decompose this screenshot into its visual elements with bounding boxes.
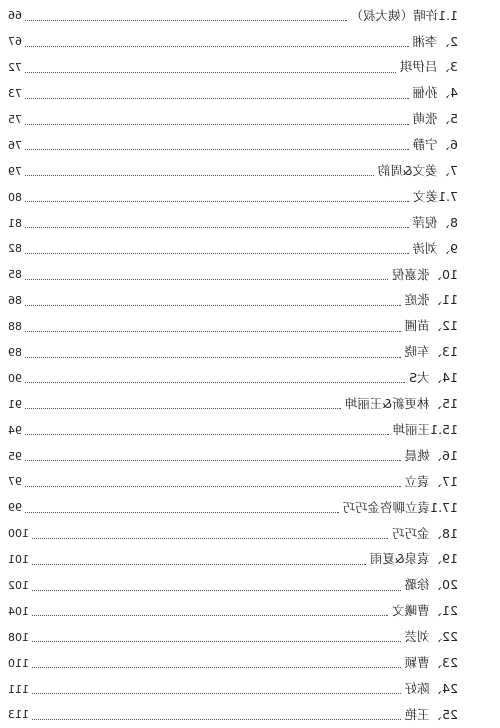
toc-entry[interactable] <box>8 55 458 81</box>
toc-entry[interactable] <box>8 443 458 469</box>
toc-entry-page: 72 <box>8 61 22 75</box>
toc-entry-title: 2、李湘 <box>412 33 458 49</box>
dot-leader <box>32 666 401 668</box>
toc-entry-page: 91 <box>8 397 22 411</box>
toc-entry-title: 13、车晓 <box>404 344 458 360</box>
toc-entry-page: 113 <box>8 708 29 722</box>
toc-entry[interactable] <box>8 236 458 262</box>
toc-entry-page: 104 <box>8 604 29 618</box>
toc-entry-title: 5、张萌 <box>412 111 458 127</box>
toc-entry[interactable] <box>8 702 458 728</box>
dot-leader <box>25 407 341 409</box>
toc-entry-title: 23、曹颖 <box>404 654 458 670</box>
toc-entry-page: 73 <box>8 87 22 101</box>
toc-entry-title: 25、王艳 <box>404 706 458 722</box>
toc-entry-page: 76 <box>8 138 22 152</box>
toc-entry[interactable] <box>8 81 458 107</box>
toc-entry[interactable] <box>8 598 458 624</box>
toc-entry-page: 101 <box>8 553 29 567</box>
dot-leader <box>32 563 366 565</box>
dot-leader <box>32 537 388 539</box>
toc-entry[interactable] <box>8 340 458 366</box>
dot-leader <box>25 511 339 513</box>
toc-entry[interactable] <box>8 495 458 521</box>
toc-entry-title: 3、吕伊琪 <box>400 59 458 75</box>
toc-entry-page: 79 <box>8 164 22 178</box>
dot-leader <box>32 692 401 694</box>
toc-entry-title: 10、张嘉倪 <box>392 266 458 282</box>
dot-leader <box>25 304 401 306</box>
dot-leader <box>25 174 374 176</box>
toc-entry-page: 100 <box>8 527 29 541</box>
toc-entry-title: 22、刘芸 <box>404 629 458 645</box>
toc-entry-title: 14、大S <box>409 370 458 386</box>
toc-entry-title: 16、姚晨 <box>404 447 458 463</box>
toc-entry-title: 11、张庭 <box>404 292 458 308</box>
toc-entry[interactable] <box>8 158 458 184</box>
toc-entry[interactable] <box>8 417 458 443</box>
toc-entry-page: 89 <box>8 346 22 360</box>
dot-leader <box>25 19 347 21</box>
toc-entry-title: 9、刘涛 <box>412 240 458 256</box>
dot-leader <box>25 485 401 487</box>
dot-leader <box>25 433 389 435</box>
toc-entry-page: 88 <box>8 320 22 334</box>
toc-entry-title: 17、袁立 <box>404 473 458 489</box>
toc-entry-page: 80 <box>8 190 22 204</box>
dot-leader <box>25 200 409 202</box>
toc-entry[interactable] <box>8 469 458 495</box>
dot-leader <box>32 640 401 642</box>
toc-entry-title: 1.1许晴（姨大叔） <box>350 7 458 23</box>
dot-leader <box>25 97 409 99</box>
toc-entry-page: 86 <box>8 294 22 308</box>
toc-entry-title: 7.1姜文 <box>413 188 458 204</box>
toc-entry-page: 97 <box>8 475 22 489</box>
dot-leader <box>25 356 401 358</box>
toc-entry[interactable] <box>8 314 458 340</box>
dot-leader <box>32 614 388 616</box>
dot-leader <box>25 148 409 150</box>
dot-leader <box>32 718 401 720</box>
toc-entry-page: 102 <box>8 579 29 593</box>
dot-leader <box>25 123 409 125</box>
toc-entry[interactable] <box>8 365 458 391</box>
toc-entry[interactable] <box>8 547 458 573</box>
table-of-contents <box>8 3 458 728</box>
toc-entry[interactable] <box>8 184 458 210</box>
toc-entry-title: 17.1袁立聊咨金巧巧 <box>342 499 458 515</box>
toc-entry[interactable] <box>8 521 458 547</box>
dot-leader <box>32 589 401 591</box>
toc-entry[interactable] <box>8 624 458 650</box>
toc-entry-page: 90 <box>8 371 22 385</box>
toc-entry-title: 6、宁静 <box>412 137 458 153</box>
toc-entry[interactable] <box>8 29 458 55</box>
dot-leader <box>25 459 401 461</box>
dot-leader <box>25 45 409 47</box>
toc-entry-page: 110 <box>8 656 29 670</box>
toc-entry-title: 15.1王丽坤 <box>392 421 458 437</box>
toc-entry[interactable] <box>8 3 458 29</box>
toc-entry-title: 21、曹曦文 <box>392 603 458 619</box>
toc-entry[interactable] <box>8 262 458 288</box>
toc-entry-title: 15、林更新&王丽坤 <box>344 396 458 412</box>
toc-entry-page: 85 <box>8 268 22 282</box>
toc-entry[interactable] <box>8 676 458 702</box>
toc-entry-page: 94 <box>8 423 22 437</box>
toc-entry-page: 81 <box>8 216 22 230</box>
toc-entry-title: 24、陈好 <box>404 680 458 696</box>
toc-entry[interactable] <box>8 391 458 417</box>
toc-entry-title: 4、孙俪 <box>412 85 458 101</box>
toc-entry-page: 111 <box>8 682 29 696</box>
dot-leader <box>25 226 409 228</box>
toc-entry[interactable] <box>8 210 458 236</box>
dot-leader <box>25 278 388 280</box>
toc-entry-page: 75 <box>8 113 22 126</box>
toc-entry-page: 82 <box>8 242 22 256</box>
toc-entry[interactable] <box>8 107 458 133</box>
toc-entry-page: 67 <box>8 35 22 49</box>
toc-entry-title: 19、袁泉&夏雨 <box>369 551 458 567</box>
toc-entry-title: 18、金巧巧 <box>392 525 458 541</box>
toc-entry-title: 12、苗圃 <box>404 318 458 334</box>
dot-leader <box>25 252 409 254</box>
toc-entry[interactable] <box>8 132 458 158</box>
dot-leader <box>25 330 401 332</box>
toc-entry[interactable] <box>8 288 458 314</box>
toc-entry[interactable] <box>8 573 458 599</box>
toc-entry-title: 7、姜文&周韵 <box>377 163 458 179</box>
dot-leader <box>25 381 405 383</box>
toc-entry-page: 99 <box>8 501 22 515</box>
dot-leader <box>25 71 396 73</box>
toc-entry-page: 66 <box>8 9 22 23</box>
toc-entry-title: 8、倪萍 <box>412 214 458 230</box>
toc-entry-title: 20、徐璐 <box>404 577 458 593</box>
toc-entry[interactable] <box>8 650 458 676</box>
toc-entry-page: 108 <box>8 630 29 644</box>
toc-entry-page: 95 <box>8 449 22 463</box>
